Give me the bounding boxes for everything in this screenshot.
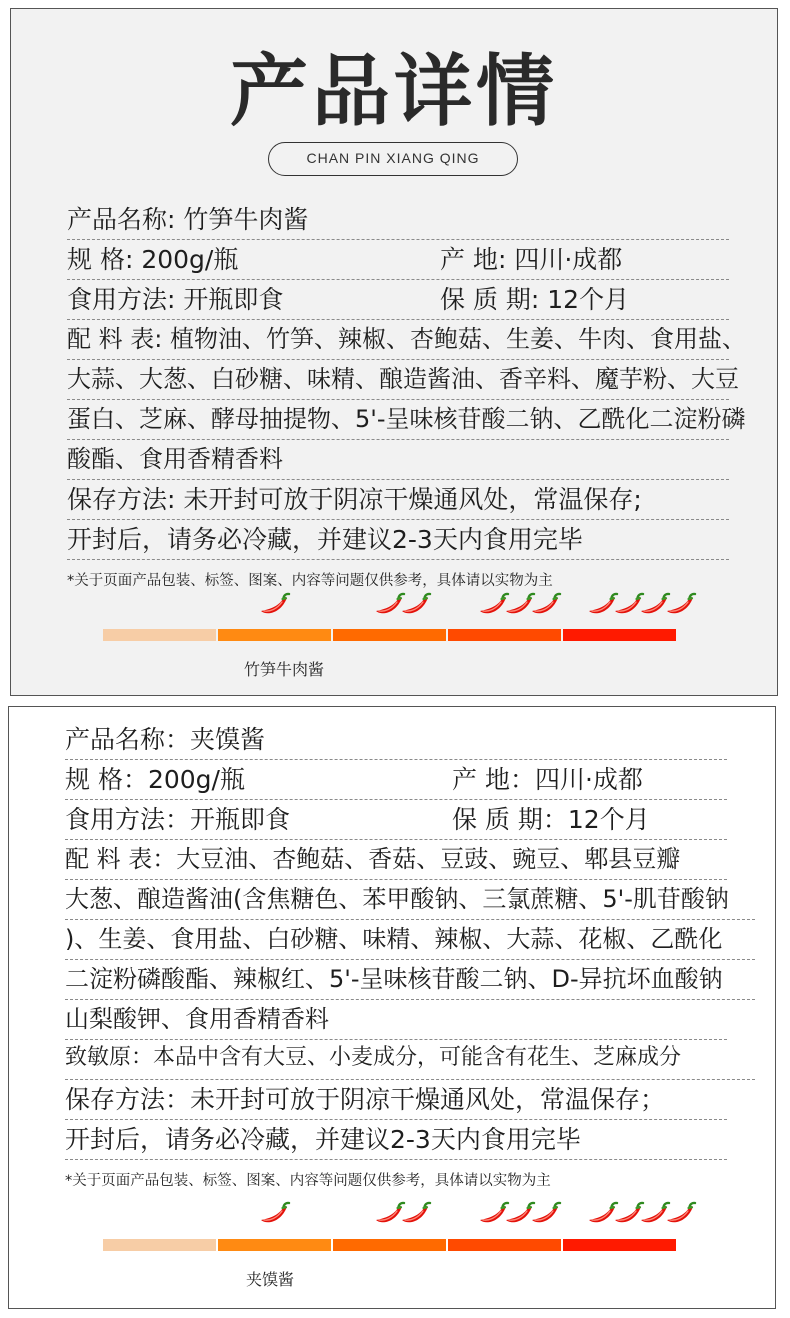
ingredients-text: 山梨酸钾、食用香精香料 — [65, 1005, 329, 1033]
ingredients-line — [65, 887, 755, 920]
spice-level-bar — [103, 1239, 678, 1251]
chili-pepper-icon — [638, 1200, 664, 1230]
chili-pepper-icon — [612, 1200, 638, 1230]
chili-pepper-icon — [612, 591, 638, 621]
chili-pepper-icon — [477, 591, 503, 621]
chili-pepper-icon — [586, 591, 612, 621]
chili-pepper-icon — [373, 591, 399, 621]
chili-pepper-icon — [529, 591, 555, 621]
chili-pepper-icon — [664, 591, 690, 621]
chili-pepper-icon — [373, 1200, 399, 1230]
origin-text: 产 地：四川·成都 — [452, 765, 643, 794]
chili-pepper-icon — [529, 1200, 555, 1230]
spice-segment-3 — [333, 629, 446, 641]
allergen-text: 致敏原：本品中含有大豆、小麦成分，可能含有花生、芝麻成分 — [65, 1045, 682, 1070]
spec-text: 规 格: 200g/瓶 — [67, 245, 239, 274]
shelf-life-text: 保 质 期：12个月 — [452, 805, 650, 834]
ingredients-line — [67, 405, 746, 440]
info-row-spec-origin — [67, 247, 729, 280]
page-title: 产品详情 — [229, 47, 558, 137]
ingredients-line — [67, 447, 729, 480]
disclaimer-note: *关于页面产品包装、标签、图案、内容等问题仅供参考，具体请以实物为主 — [67, 573, 553, 589]
ingredients-text: 二淀粉磷酸酯、辣椒红、5'-呈味核苷酸二钠、D-异抗坏血酸钠 — [65, 965, 723, 993]
info-row-spec-origin — [65, 767, 727, 800]
chili-pepper-icon — [399, 591, 425, 621]
storage-text: 开封后，请务必冷藏，并建议2-3天内食用完毕 — [65, 1125, 581, 1154]
ingredients-text: 大葱、酿造酱油(含焦糖色、苯甲酸钠、三氯蔗糖、5'-肌苷酸钠 — [65, 885, 729, 913]
chili-pepper-icon — [638, 591, 664, 621]
pepper-group-2 — [373, 1200, 425, 1230]
ingredients-text: 大蒜、大葱、白砂糖、味精、酿造酱油、香辛料、魔芋粉、大豆 — [67, 365, 739, 393]
origin-text: 产 地: 四川·成都 — [440, 245, 623, 274]
spice-segment-5 — [563, 1239, 676, 1251]
spice-segment-3 — [333, 1239, 446, 1251]
title-pinyin-badge: CHAN PIN XIANG QING — [268, 142, 518, 176]
usage-text: 食用方法: 开瓶即食 — [67, 285, 284, 314]
allergen-line — [65, 1047, 755, 1080]
ingredients-text: 酸酯、食用香精香料 — [67, 445, 283, 473]
ingredients-line — [65, 1007, 727, 1040]
ingredients-text: )、生姜、食用盐、白砂糖、味精、辣椒、大蒜、花椒、乙酰化 — [65, 925, 723, 953]
product-card-1 — [10, 8, 778, 696]
shelf-life-text: 保 质 期: 12个月 — [440, 285, 630, 314]
ingredients-line — [65, 927, 755, 960]
storage-line — [67, 487, 729, 520]
chili-pepper-icon — [258, 591, 284, 621]
spice-segment-4 — [448, 629, 561, 641]
ingredients-text: 配 料 表：大豆油、杏鲍菇、香菇、豆豉、豌豆、郫县豆瓣 — [65, 845, 681, 873]
pepper-group-1 — [258, 591, 284, 621]
storage-text: 保存方法：未开封可放于阴凉干燥通风处，常温保存； — [65, 1085, 666, 1114]
chili-pepper-icon — [586, 1200, 612, 1230]
usage-text: 食用方法：开瓶即食 — [65, 805, 291, 834]
ingredients-line — [67, 325, 746, 360]
pepper-group-1 — [258, 1200, 284, 1230]
spice-segment-4 — [448, 1239, 561, 1251]
spice-segment-1 — [103, 1239, 216, 1251]
pepper-group-4 — [586, 591, 690, 621]
pepper-group-3 — [477, 1200, 555, 1230]
ingredients-line — [65, 847, 727, 880]
spice-segment-5 — [563, 629, 676, 641]
disclaimer-note: *关于页面产品包装、标签、图案、内容等问题仅供参考，具体请以实物为主 — [65, 1173, 551, 1189]
product-name: 产品名称: 竹笋牛肉酱 — [67, 205, 309, 234]
storage-line — [67, 527, 729, 560]
spice-segment-2 — [218, 1239, 331, 1251]
spice-level-bar — [103, 629, 678, 641]
storage-text: 保存方法: 未开封可放于阴凉干燥通风处，常温保存; — [67, 485, 642, 514]
ingredients-text: 蛋白、芝麻、酵母抽提物、5'-呈味核苷酸二钠、乙酰化二淀粉磷 — [67, 405, 746, 433]
chili-pepper-icon — [258, 1200, 284, 1230]
chili-pepper-icon — [503, 591, 529, 621]
storage-line — [65, 1087, 727, 1120]
pepper-group-3 — [477, 591, 555, 621]
spice-segment-1 — [103, 629, 216, 641]
ingredients-line — [67, 365, 739, 400]
spec-text: 规 格：200g/瓶 — [65, 765, 245, 794]
info-row-name — [65, 727, 727, 760]
chili-pepper-icon — [399, 1200, 425, 1230]
info-row-usage-shelf — [65, 807, 727, 840]
ingredients-text: 配 料 表: 植物油、竹笋、辣椒、杏鲍菇、生姜、牛肉、食用盐、 — [67, 325, 746, 353]
info-row-usage-shelf — [67, 287, 729, 320]
info-row-name — [67, 207, 729, 240]
product-card-2 — [8, 706, 776, 1309]
pepper-group-2 — [373, 591, 425, 621]
chili-pepper-icon — [477, 1200, 503, 1230]
chili-pepper-icon — [664, 1200, 690, 1230]
product-name: 产品名称：夹馍酱 — [65, 725, 266, 754]
spice-segment-2 — [218, 629, 331, 641]
pepper-group-4 — [586, 1200, 690, 1230]
ingredients-line — [65, 967, 755, 1000]
spice-level-label: 竹笋牛肉酱 — [244, 660, 325, 679]
storage-text: 开封后，请务必冷藏，并建议2-3天内食用完毕 — [67, 525, 583, 554]
spice-level-label: 夹馍酱 — [246, 1270, 295, 1289]
storage-line — [65, 1127, 727, 1160]
chili-pepper-icon — [503, 1200, 529, 1230]
